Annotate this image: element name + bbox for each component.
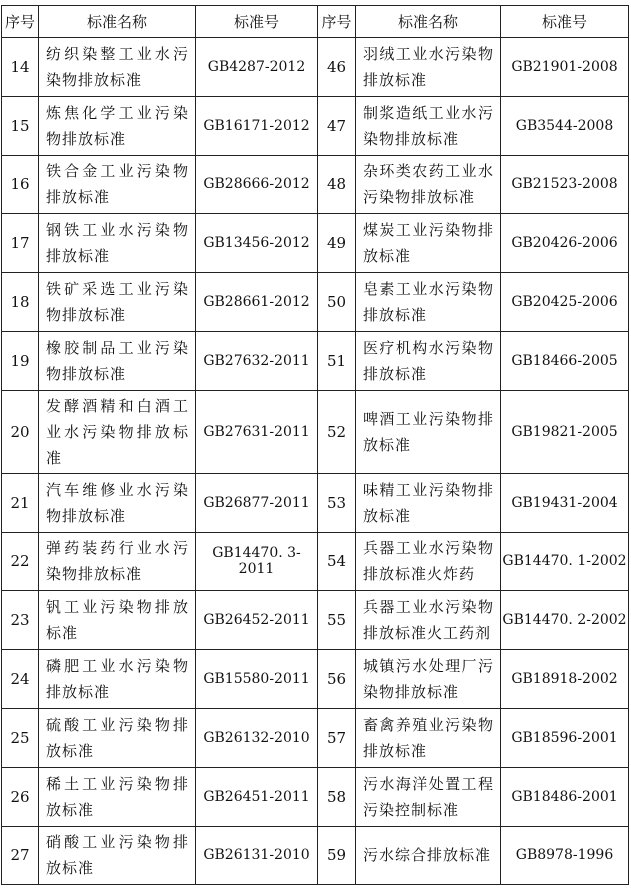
- right-seq-cell: 57: [318, 708, 356, 767]
- right-name-cell: 兵器工业水污染物排放标准火炸药: [356, 532, 501, 591]
- left-name-cell: 弹药装药行业水污染物排放标准: [39, 532, 196, 591]
- table-row: [2, 214, 629, 273]
- right-seq-cell: 48: [318, 155, 356, 214]
- left-name-cell: 钒工业污染物排放标准: [39, 591, 196, 650]
- left-seq-cell: 15: [2, 96, 39, 155]
- table-row: [2, 331, 629, 390]
- table-row: [2, 473, 629, 532]
- header-row: [2, 6, 629, 38]
- table-row: [2, 96, 629, 155]
- left-code-cell: GB26132-2010: [196, 708, 318, 767]
- right-code-cell: GB19431-2004: [501, 473, 629, 532]
- left-code-cell: GB26877-2011: [196, 473, 318, 532]
- header-seq-left: 序号: [2, 6, 39, 38]
- left-code-cell: GB13456-2012: [196, 214, 318, 273]
- left-seq-cell: 21: [2, 473, 39, 532]
- standards-table: [1, 5, 629, 885]
- right-seq-cell: 56: [318, 650, 356, 709]
- left-code-cell: GB26452-2011: [196, 591, 318, 650]
- right-seq-cell: 52: [318, 390, 356, 473]
- right-name-cell: 医疗机构水污染物排放标准: [356, 331, 501, 390]
- left-name-cell: 炼焦化学工业污染物排放标准: [39, 96, 196, 155]
- left-name-cell: 汽车维修业水污染物排放标准: [39, 473, 196, 532]
- left-name-cell: 发酵酒精和白酒工业水污染物排放标准: [39, 390, 196, 473]
- table-body: [2, 38, 629, 885]
- right-code-cell: GB18466-2005: [501, 331, 629, 390]
- right-seq-cell: 51: [318, 331, 356, 390]
- right-name-cell: 啤酒工业污染物排放标准: [356, 390, 501, 473]
- right-name-cell: 畜禽养殖业污染物排放标准: [356, 708, 501, 767]
- left-name-cell: 纺织染整工业水污染物排放标准: [39, 38, 196, 97]
- left-code-cell: GB27632-2011: [196, 331, 318, 390]
- right-code-cell: GB8978-1996: [501, 826, 629, 885]
- header-code-right: 标准号: [501, 6, 629, 38]
- table-row: [2, 155, 629, 214]
- table-row: [2, 591, 629, 650]
- left-code-cell: GB28666-2012: [196, 155, 318, 214]
- header-name-left: 标准名称: [39, 6, 196, 38]
- left-name-cell: 铁矿采选工业污染物排放标准: [39, 273, 196, 332]
- right-seq-cell: 59: [318, 826, 356, 885]
- right-name-cell: 羽绒工业水污染物排放标准: [356, 38, 501, 97]
- table-row: [2, 273, 629, 332]
- left-seq-cell: 19: [2, 331, 39, 390]
- left-code-cell: GB14470. 3-2011: [196, 532, 318, 591]
- right-name-cell: 煤炭工业污染物排放标准: [356, 214, 501, 273]
- table-row: [2, 708, 629, 767]
- left-seq-cell: 26: [2, 767, 39, 826]
- right-seq-cell: 47: [318, 96, 356, 155]
- table-row: [2, 767, 629, 826]
- right-name-cell: 城镇污水处理厂污染物排放标准: [356, 650, 501, 709]
- right-name-cell: 污水综合排放标准: [356, 826, 501, 885]
- table-row: [2, 38, 629, 97]
- right-code-cell: GB3544-2008: [501, 96, 629, 155]
- left-code-cell: GB26131-2010: [196, 826, 318, 885]
- left-seq-cell: 23: [2, 591, 39, 650]
- right-name-cell: 制浆造纸工业水污染物排放标准: [356, 96, 501, 155]
- left-name-cell: 硫酸工业污染物排放标准: [39, 708, 196, 767]
- right-seq-cell: 58: [318, 767, 356, 826]
- right-name-cell: 杂环类农药工业水污染物排放标准: [356, 155, 501, 214]
- left-seq-cell: 20: [2, 390, 39, 473]
- left-seq-cell: 17: [2, 214, 39, 273]
- table-row: [2, 826, 629, 885]
- right-seq-cell: 50: [318, 273, 356, 332]
- right-seq-cell: 49: [318, 214, 356, 273]
- right-code-cell: GB18596-2001: [501, 708, 629, 767]
- table-row: [2, 532, 629, 591]
- left-name-cell: 橡胶制品工业污染物排放标准: [39, 331, 196, 390]
- right-name-cell: 味精工业污染物排放标准: [356, 473, 501, 532]
- left-seq-cell: 18: [2, 273, 39, 332]
- right-code-cell: GB21901-2008: [501, 38, 629, 97]
- right-code-cell: GB18486-2001: [501, 767, 629, 826]
- right-code-cell: GB18918-2002: [501, 650, 629, 709]
- table-row: [2, 390, 629, 473]
- right-name-cell: 兵器工业水污染物排放标准火工药剂: [356, 591, 501, 650]
- right-code-cell: GB21523-2008: [501, 155, 629, 214]
- left-seq-cell: 14: [2, 38, 39, 97]
- left-name-cell: 钢铁工业水污染物排放标准: [39, 214, 196, 273]
- right-seq-cell: 46: [318, 38, 356, 97]
- left-code-cell: GB15580-2011: [196, 650, 318, 709]
- right-code-cell: GB20425-2006: [501, 273, 629, 332]
- header-seq-right: 序号: [318, 6, 356, 38]
- right-name-cell: 污水海洋处置工程污染控制标准: [356, 767, 501, 826]
- left-code-cell: GB28661-2012: [196, 273, 318, 332]
- header-name-right: 标准名称: [356, 6, 501, 38]
- right-seq-cell: 53: [318, 473, 356, 532]
- left-code-cell: GB4287-2012: [196, 38, 318, 97]
- header-code-left: 标准号: [196, 6, 318, 38]
- table-row: [2, 650, 629, 709]
- right-seq-cell: 54: [318, 532, 356, 591]
- left-code-cell: GB16171-2012: [196, 96, 318, 155]
- left-seq-cell: 25: [2, 708, 39, 767]
- left-seq-cell: 24: [2, 650, 39, 709]
- left-name-cell: 铁合金工业污染物排放标准: [39, 155, 196, 214]
- right-name-cell: 皂素工业水污染物排放标准: [356, 273, 501, 332]
- right-code-cell: GB20426-2006: [501, 214, 629, 273]
- left-seq-cell: 16: [2, 155, 39, 214]
- right-code-cell: GB14470. 1-2002: [501, 532, 629, 591]
- right-seq-cell: 55: [318, 591, 356, 650]
- left-seq-cell: 27: [2, 826, 39, 885]
- right-code-cell: GB19821-2005: [501, 390, 629, 473]
- right-code-cell: GB14470. 2-2002: [501, 591, 629, 650]
- left-name-cell: 稀土工业污染物排放标准: [39, 767, 196, 826]
- table-header: [2, 6, 629, 38]
- left-code-cell: GB26451-2011: [196, 767, 318, 826]
- left-code-cell: GB27631-2011: [196, 390, 318, 473]
- left-name-cell: 硝酸工业污染物排放标准: [39, 826, 196, 885]
- left-seq-cell: 22: [2, 532, 39, 591]
- left-name-cell: 磷肥工业水污染物排放标准: [39, 650, 196, 709]
